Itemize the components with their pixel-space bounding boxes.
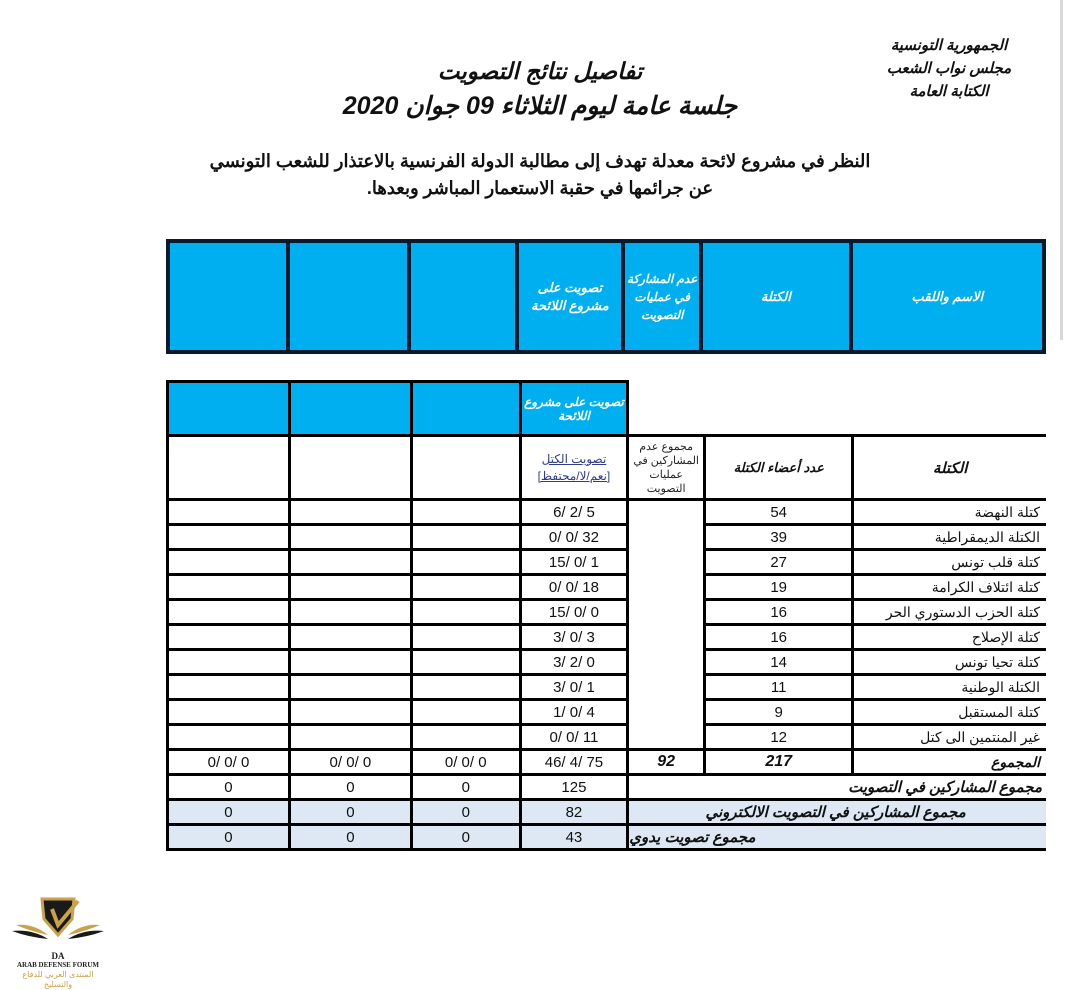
extra-cell [289,650,411,675]
bloc-vote-header-line2: [نعم/لا/محتفظ] [537,468,611,483]
bloc-row [168,550,1047,575]
extra-cell [411,500,520,525]
bloc-members-cell: 9 [705,700,853,725]
extra-cell [289,700,411,725]
extra-cell [289,675,411,700]
total-label: المجموع [853,750,1046,775]
bloc-name-cell: الكتلة الوطنية [853,675,1046,700]
extra-cell [289,600,411,625]
page-edge [1060,0,1063,340]
summary-manual-extra-1: 0 [411,825,520,850]
extra-cell [168,675,290,700]
bloc-row [168,600,1047,625]
extra-col-3-top [168,382,290,436]
bloc-members-cell: 16 [705,600,853,625]
bloc-name-cell: غير المنتمين الى كتل [853,725,1046,750]
extra-cell [411,725,520,750]
bloc-row [168,500,1047,525]
extra-cell [289,725,411,750]
non-participants-merged-cell [628,500,705,750]
shield-wings-icon [8,895,108,947]
bloc-vote-cell: 0/ 0/ 18 [520,575,628,600]
extra-col-2-top [289,382,411,436]
total-members: 217 [705,750,853,775]
bloc-members-cell: 11 [705,675,853,700]
bloc-members-cell: 54 [705,500,853,525]
bloc-row [168,675,1047,700]
bloc-vote-cell: 6/ 2/ 5 [520,500,628,525]
summary-electronic-extra-2: 0 [289,800,411,825]
extra-col-1-top [411,382,520,436]
summary-electronic-extra-1: 0 [411,800,520,825]
extra-cell [168,700,290,725]
motion-description-line2: عن جرائمها في حقبة الاستعمار المباشر وبعدها. [366,178,714,198]
total-extra-1: 0/ 0/ 0 [411,750,520,775]
bloc-vote-cell: 3/ 0/ 3 [520,625,628,650]
bloc-vote-header-line1: تصويت الكتل [541,451,607,466]
extra-cell [289,550,411,575]
bloc-row [168,625,1047,650]
bloc-vote-cell: 15/ 0/ 0 [520,600,628,625]
bloc-name-header: الكتلة [853,436,1046,500]
extra-cell [168,650,290,675]
extra-cell [168,575,290,600]
bloc-name-cell: كتلة الحزب الدستوري الحر [853,600,1046,625]
bloc-vote-cell: 3/ 2/ 0 [520,650,628,675]
page-title: تفاصيل نتائج التصويت [437,58,643,84]
extra-col-3-header [168,241,288,352]
individual-vote-table [166,239,1046,354]
bloc-name-cell: كتلة الإصلاح [853,625,1046,650]
bloc-members-cell: 27 [705,550,853,575]
bloc-name-cell: كتلة المستقبل [853,700,1046,725]
bloc-results-table [166,380,1046,851]
extra-cell [168,550,290,575]
bloc-vote-cell: 0/ 0/ 11 [520,725,628,750]
bloc-name-cell: كتلة تحيا تونس [853,650,1046,675]
bloc-members-cell: 12 [705,725,853,750]
bloc-row [168,575,1047,600]
extra-cell [168,525,290,550]
summary-participants-extra-3: 0 [168,775,290,800]
summary-manual-extra-3: 0 [168,825,290,850]
bloc-members-cell: 19 [705,575,853,600]
extra-cell [411,550,520,575]
summary-electronic-label: مجموع المشاركين في التصويت الالكتروني [628,800,1046,825]
name-header: الاسم واللقب [851,241,1044,352]
summary-manual-extra-2: 0 [289,825,411,850]
bloc-row [168,525,1047,550]
summary-participants-extra-2: 0 [289,775,411,800]
bloc-members-cell: 39 [705,525,853,550]
summary-manual-value: 43 [520,825,628,850]
non-participants-header: مجموع عدم المشاركين في عمليات التصويت [628,436,705,500]
extra-cell [411,575,520,600]
summary-electronic-value: 82 [520,800,628,825]
total-extra-2: 0/ 0/ 0 [289,750,411,775]
org-line-parliament: مجلس نواب الشعب [886,60,1012,77]
org-line-republic: الجمهورية التونسية [890,37,1008,54]
motion-description-line1: النظر في مشروع لائحة معدلة تهدف إلى مطالبة الدولة الفرنسية بالاعتذار للشعب التونسي [209,151,871,171]
vote-header: تصويت على مشروع اللائحة [517,241,624,352]
extra-cell [411,600,520,625]
summary-manual-label [628,825,1046,850]
extra-cell [168,600,290,625]
extra-cell [289,625,411,650]
extra-cell [411,625,520,650]
bloc-vote-cell: 0/ 0/ 32 [520,525,628,550]
bloc-members-cell: 14 [705,650,853,675]
summary-electronic-extra-3: 0 [168,800,290,825]
extra-cell [411,700,520,725]
extra-cell [289,525,411,550]
org-header [864,34,1034,103]
total-extra-3: 0/ 0/ 0 [168,750,290,775]
extra-cell [289,500,411,525]
arab-defense-forum-logo [8,895,108,989]
bloc-name-cell: كتلة النهضة [853,500,1046,525]
summary-participants-value: 125 [520,775,628,800]
bloc-row [168,725,1047,750]
extra-cell [411,525,520,550]
logo-brand-ar: المنتدى العربي للدفاع والتسليح [22,970,94,989]
bloc-name-cell: كتلة قلب تونس [853,550,1046,575]
total-vote: 46/ 4/ 75 [520,750,628,775]
extra-cell [168,500,290,525]
bloc-header: الكتلة [701,241,851,352]
non-participation-header: عدم المشاركة في عمليات التصويت [623,241,701,352]
total-non-participants: 92 [628,750,705,775]
extra-col-1-header [409,241,517,352]
members-header: عدد أعضاء الكتلة [705,436,853,500]
extra-col-2-header [288,241,408,352]
logo-brand-en: ARAB DEFENSE FORUM [16,961,100,969]
extra-cell [411,650,520,675]
extra-cell [168,625,290,650]
session-title: جلسة عامة ليوم الثلاثاء 09 جوان 2020 [342,92,738,120]
motion-description [170,148,910,202]
bloc-vote-cell: 15/ 0/ 1 [520,550,628,575]
logo-mark: DA [51,951,65,961]
org-line-secretariat: الكتابة العامة [909,83,989,100]
bloc-name-cell: كتلة ائتلاف الكرامة [853,575,1046,600]
summary-participants-label: مجموع المشاركين في التصويت [628,775,1046,800]
bloc-members-cell: 16 [705,625,853,650]
summary-manual-label-text: مجموع تصويت يدوي [629,829,756,846]
summary-participants-extra-1: 0 [411,775,520,800]
extra-cell [289,575,411,600]
bloc-row [168,700,1047,725]
bloc-row [168,650,1047,675]
extra-cell [411,675,520,700]
vote-top-header: تصويت على مشروع اللائحة [520,382,628,436]
bloc-vote-cell: 3/ 0/ 1 [520,675,628,700]
extra-cell [168,725,290,750]
bloc-vote-header [520,436,628,500]
bloc-vote-cell: 1/ 0/ 4 [520,700,628,725]
bloc-name-cell: الكتلة الديمقراطية [853,525,1046,550]
